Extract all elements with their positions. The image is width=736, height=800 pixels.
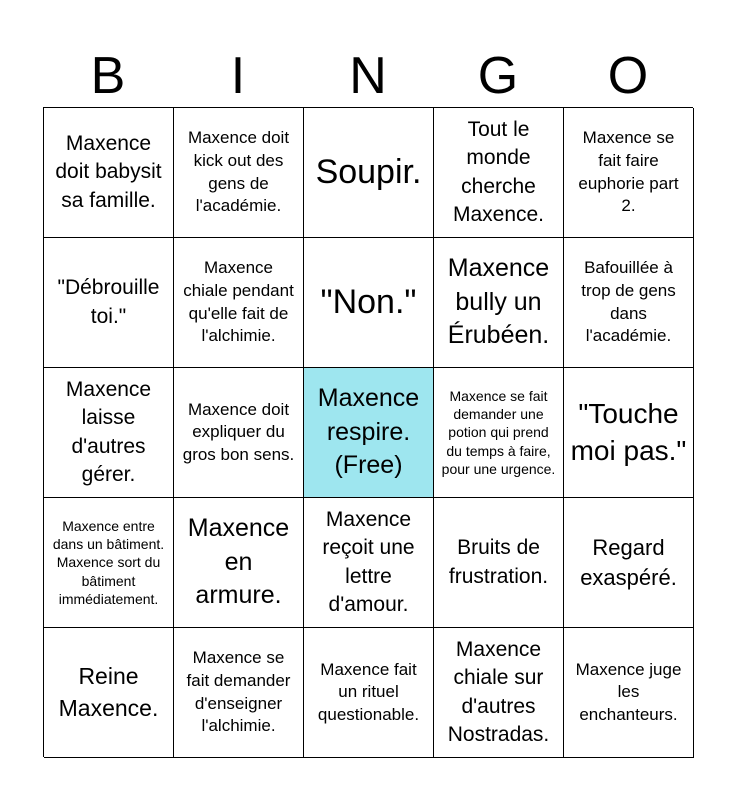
bingo-cell[interactable]: "Non."	[304, 238, 434, 368]
header-letter-o: O	[607, 47, 649, 105]
bingo-cell[interactable]: Maxence en armure.	[174, 498, 304, 628]
bingo-cell[interactable]: Maxence doit expliquer du gros bon sens.	[174, 368, 304, 498]
bingo-cell[interactable]: "Touche moi pas."	[564, 368, 694, 498]
bingo-cell[interactable]: Maxence se fait demander d'enseigner l'alchimie.	[174, 628, 304, 758]
bingo-header	[43, 46, 693, 106]
bingo-cell[interactable]: Maxence laisse d'autres gérer.	[44, 368, 174, 498]
bingo-cell[interactable]: Maxence chiale sur d'autres Nostradas.	[434, 628, 564, 758]
header-letter-b: B	[90, 47, 126, 105]
header-letter-i: I	[230, 47, 246, 105]
bingo-cell[interactable]: Bruits de frustration.	[434, 498, 564, 628]
bingo-cell[interactable]: Maxence se fait faire euphorie part 2.	[564, 108, 694, 238]
bingo-cell[interactable]: Maxence bully un Érubéen.	[434, 238, 564, 368]
bingo-cell[interactable]: Maxence fait un rituel questionable.	[304, 628, 434, 758]
bingo-cell[interactable]: Regard exaspéré.	[564, 498, 694, 628]
bingo-cell[interactable]: Maxence entre dans un bâtiment. Maxence sort du bâtiment immédiatement.	[44, 498, 174, 628]
bingo-cell[interactable]: Bafouillée à trop de gens dans l'académie.	[564, 238, 694, 368]
bingo-cell[interactable]: Maxence se fait demander une potion qui prend du temps à faire, pour une urgence.	[434, 368, 564, 498]
bingo-cell[interactable]: Soupir.	[304, 108, 434, 238]
bingo-cell[interactable]: Maxence juge les enchanteurs.	[564, 628, 694, 758]
header-letter-g: G	[477, 47, 519, 105]
bingo-cell[interactable]: Maxence chiale pendant qu'elle fait de l'alchimie.	[174, 238, 304, 368]
header-letter-n: N	[349, 47, 387, 105]
bingo-grid	[43, 107, 693, 757]
free-space-cell[interactable]: Maxence respire. (Free)	[304, 368, 434, 498]
bingo-cell[interactable]: "Débrouille toi."	[44, 238, 174, 368]
bingo-cell[interactable]: Maxence doit kick out des gens de l'académie.	[174, 108, 304, 238]
bingo-cell[interactable]: Maxence doit babysit sa famille.	[44, 108, 174, 238]
bingo-cell[interactable]: Maxence reçoit une lettre d'amour.	[304, 498, 434, 628]
bingo-cell[interactable]: Tout le monde cherche Maxence.	[434, 108, 564, 238]
bingo-cell[interactable]: Reine Maxence.	[44, 628, 174, 758]
